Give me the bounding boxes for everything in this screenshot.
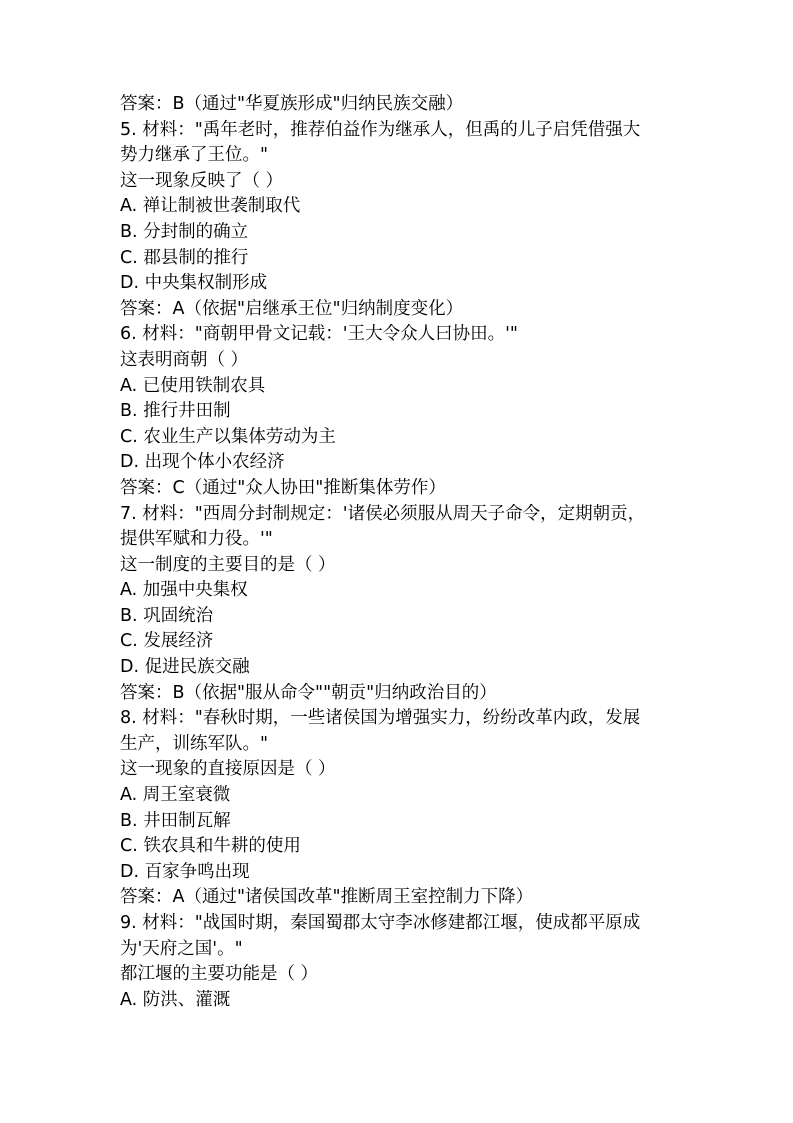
document-page: [120, 92, 680, 1013]
text-line: A. 周王室衰微: [120, 785, 231, 806]
text-line: 7. 材料："西周分封制规定：'诸侯必须服从周天子命令，定期朝贡，: [120, 503, 646, 524]
text-line: D. 中央集权制形成: [120, 273, 268, 294]
text-line: 答案：C（通过"众人协田"推断集体劳作）: [120, 477, 446, 498]
text-line: 提供军赋和力役。'": [120, 529, 273, 550]
text-line: 这一现象的直接原因是（ ）: [120, 759, 336, 780]
text-line: 8. 材料："春秋时期，一些诸侯国为增强实力，纷纷改革内政，发展: [120, 708, 641, 729]
text-line: 为'天府之国'。": [120, 938, 243, 959]
text-line: C. 发展经济: [120, 631, 214, 652]
text-line: A. 防洪、灌溉: [120, 989, 231, 1010]
text-line: 势力继承了王位。": [120, 145, 269, 166]
text-line: A. 加强中央集权: [120, 580, 248, 601]
text-line: A. 禅让制被世袭制取代: [120, 196, 301, 217]
text-line: 答案：A（通过"诸侯国改革"推断周王室控制力下降）: [120, 887, 534, 908]
text-line: B. 分封制的确立: [120, 221, 249, 242]
text-line: 答案：B（通过"华夏族形成"归纳民族交融）: [120, 94, 464, 114]
text-line: 都江堰的主要功能是（ ）: [120, 964, 319, 985]
text-line: 这表明商朝（ ）: [120, 349, 249, 370]
text-line: B. 推行井田制: [120, 401, 231, 422]
text-line: B. 巩固统治: [120, 605, 214, 626]
text-line: 这一制度的主要目的是（ ）: [120, 554, 336, 575]
text-line: D. 出现个体小农经济: [120, 452, 285, 473]
text-line: C. 郡县制的推行: [120, 247, 249, 268]
text-line: C. 农业生产以集体劳动为主: [120, 426, 336, 447]
text-line: 答案：A（依据"启继承王位"归纳制度变化）: [120, 298, 464, 319]
text-line: B. 井田制瓦解: [120, 810, 231, 831]
text-line: C. 铁农具和牛耕的使用: [120, 836, 301, 857]
text-line: 生产，训练军队。": [120, 733, 269, 754]
text-line: A. 已使用铁制农具: [120, 375, 266, 396]
text-line: 答案：B（依据"服从命令""朝贡"归纳政治目的）: [120, 682, 497, 703]
text-line: D. 百家争鸣出现: [120, 861, 250, 882]
text-line: 5. 材料："禹年老时，推荐伯益作为继承人，但禹的儿子启凭借强大: [120, 119, 641, 140]
text-line: 6. 材料："商朝甲骨文记载：'王大令众人曰协田。'": [120, 324, 518, 345]
text-line: 9. 材料："战国时期，秦国蜀郡太守李冰修建都江堰，使成都平原成: [120, 913, 641, 933]
text-line: D. 促进民族交融: [120, 657, 250, 678]
text-line: 这一现象反映了（ ）: [120, 170, 284, 191]
